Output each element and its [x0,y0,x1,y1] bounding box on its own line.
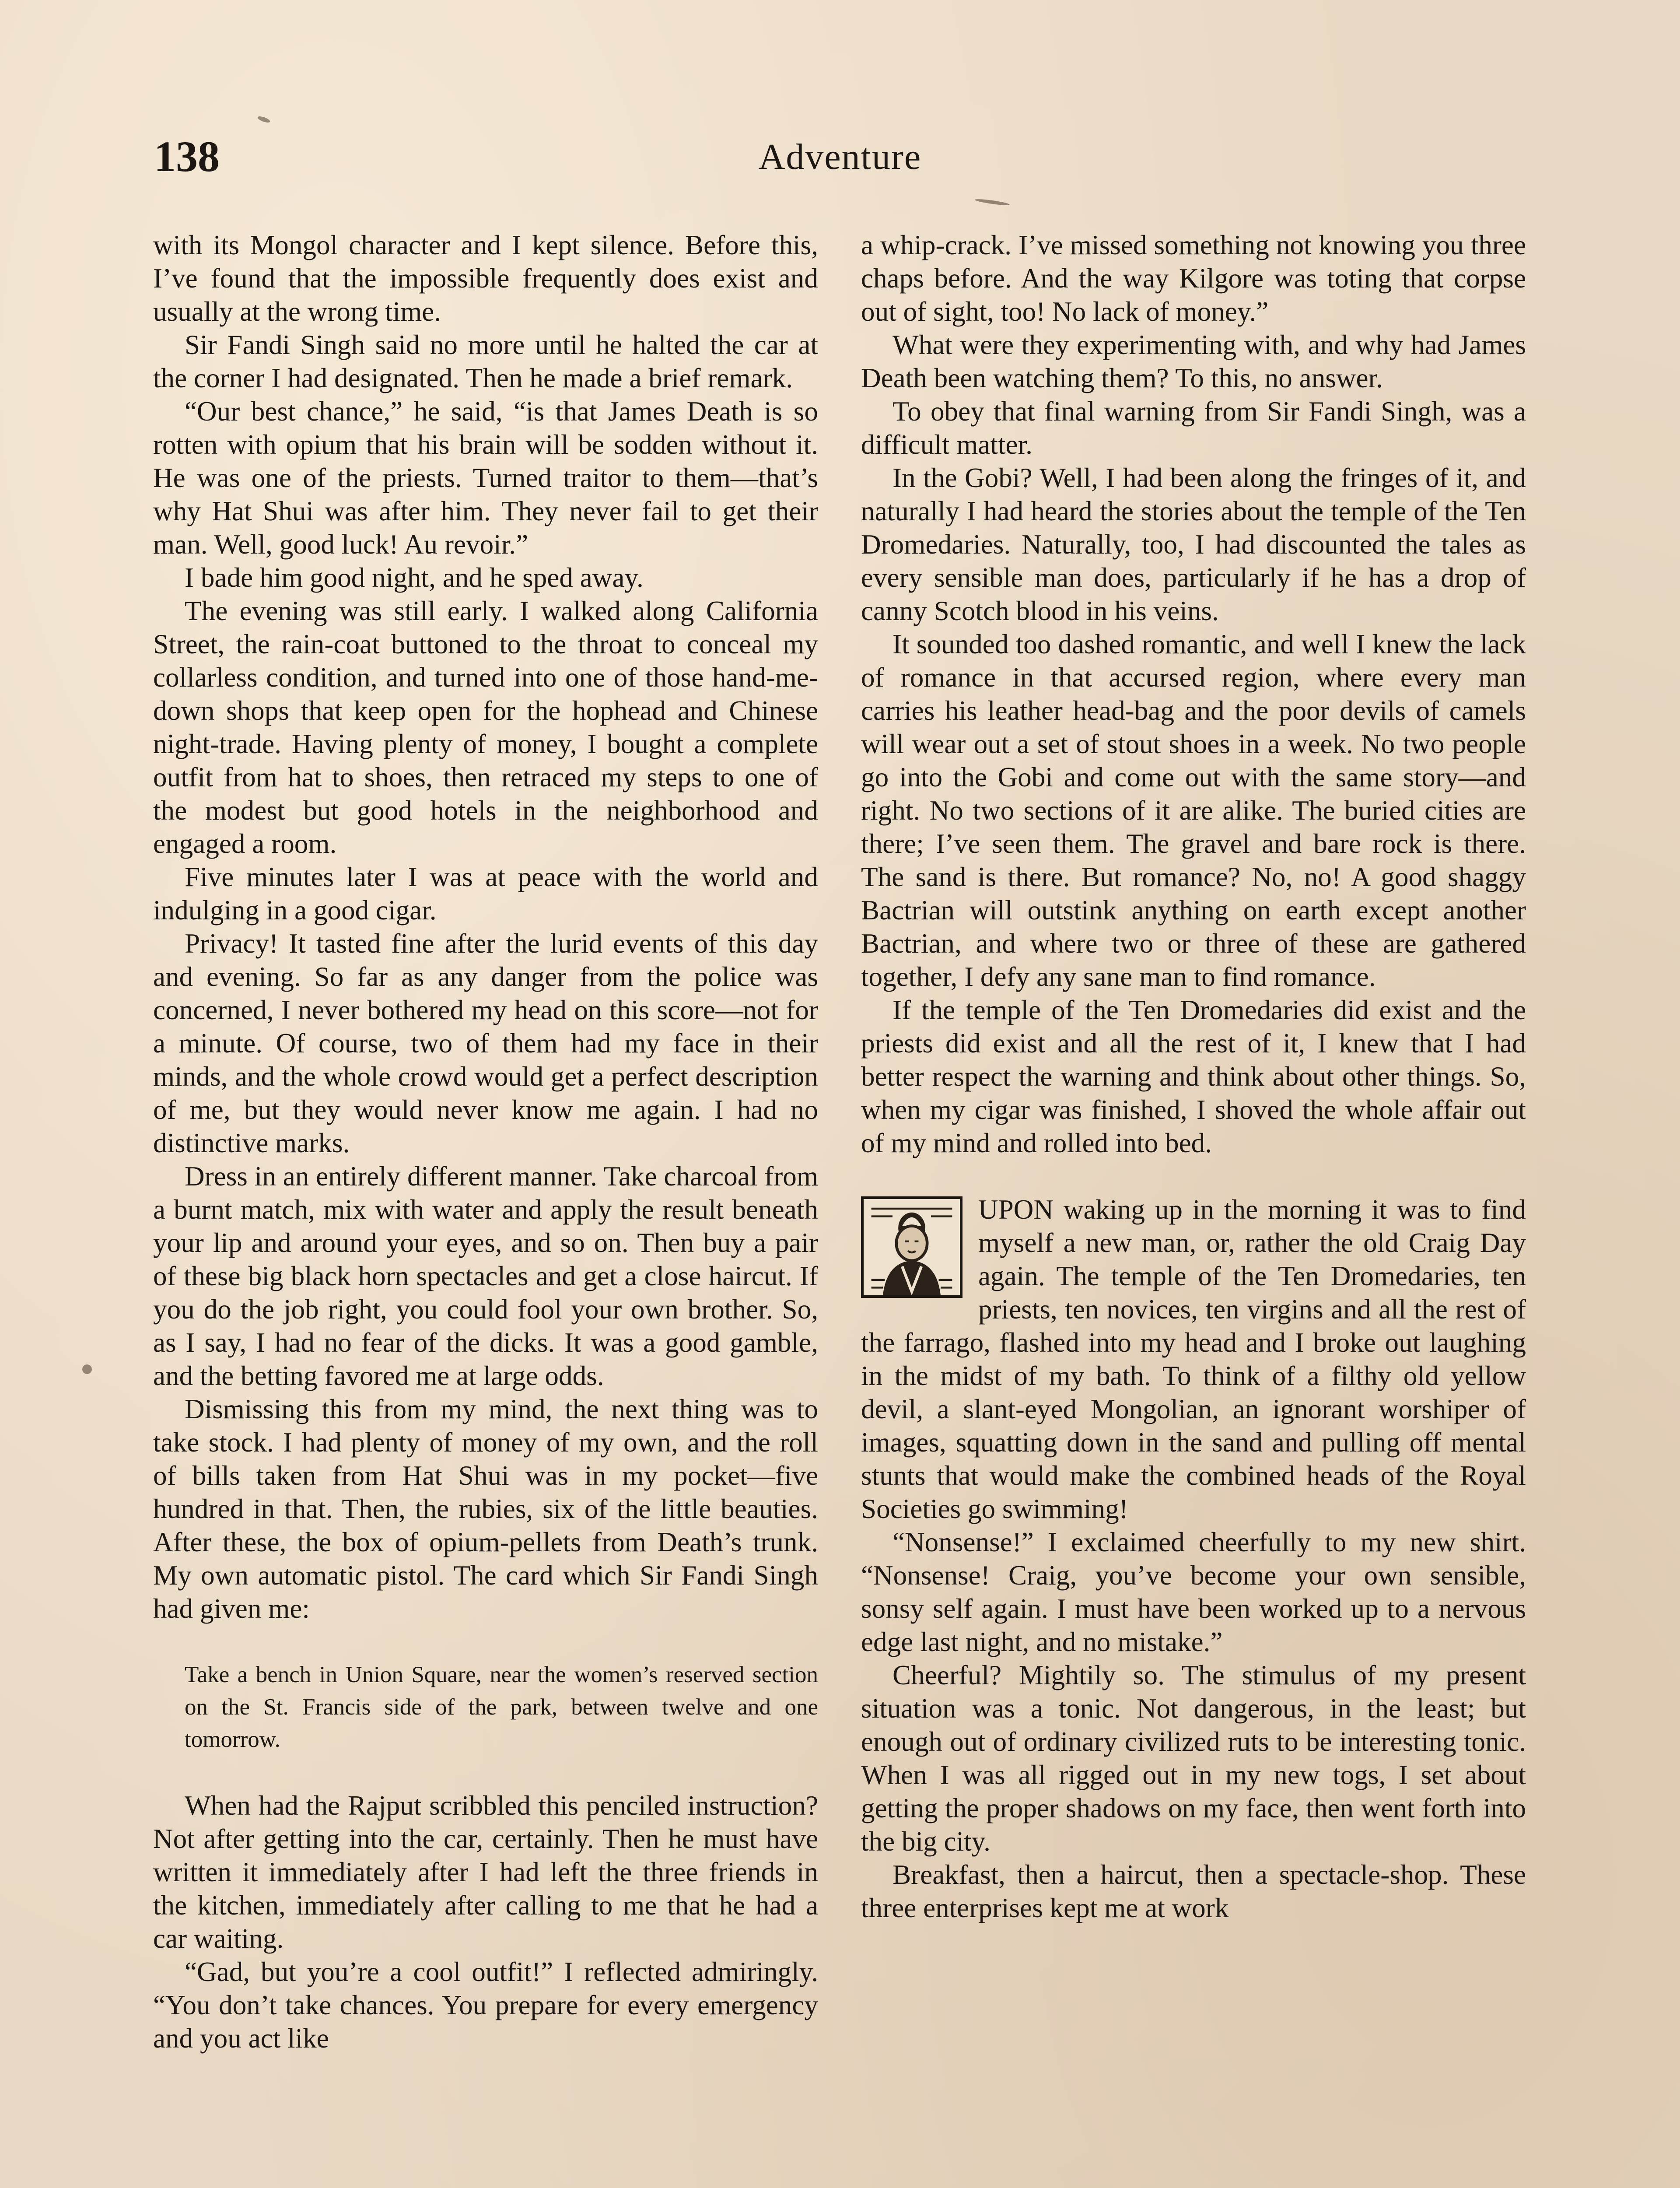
paragraph: If the temple of the Ten Dromedaries did exist and the priests did exist and all the rest of it, I knew that I had better respect the warning and think about other things. So, when my cigar was finished, I shoved the whole affair out of my mind and rolled into bed. [861,995,1526,1158]
paragraph: To obey that final warning from Sir Fandi Singh, was a difficult matter. [861,396,1526,460]
section-break [861,1160,1526,1193]
ink-smudge [975,198,1010,206]
card-quote [185,1659,818,1756]
paragraph: Sir Fandi Singh said no more until he halted the car at the corner I had designated. Then he made a brief remark. [153,330,818,393]
paragraph: Five minutes later I was at peace with the world and indulging in a good cigar. [153,862,818,926]
left-column [153,228,818,2055]
running-title: Adventure [758,137,922,177]
paragraph: Privacy! It tasted fine after the lurid events of this day and evening. So far as any danger from the police was concerned, I never bothered my head on this score—not for a minute. Of course, two of them had my face in their minds, and the whole crowd would get a perfect description of me, but they would never know me again. I had no distinctive marks. [153,928,818,1158]
paragraph: Dismissing this from my mind, the next thing was to take stock. I had plenty of money of my own, and the roll of bills taken from Hat Shui was in my pocket—five hundred in that. Then, the rubies, six of the little beauties. After these, the box of opium-pellets from Death’s trunk. My own automatic pistol. The card which Sir Fandi Singh had given me: [153,1394,818,1624]
priest-portrait-vignette-icon [861,1196,962,1298]
ink-smudge [82,1364,92,1374]
paragraph: Cheerful? Mightily so. The stimulus of my present situation was a tonic. Not dangerous, in the least; but enough out of ordinary civilized ruts to be interesting tonic. When I was all rigged out in my new togs, I set about getting the proper shadows on my face, then went forth into the big city. [861,1660,1526,1857]
paragraph: Dress in an entirely different manner. Take charcoal from a burnt match, mix with water and apply the result beneath your lip and around your eyes, and so on. Then buy a pair of these big black horn spectacles and get a close haircut. If you do the job right, you could fool your own brother. So, as I say, I had no fear of the dicks. It was a good gamble, and the betting favored me at large odds. [153,1161,818,1391]
paragraph: Breakfast, then a haircut, then a spectacle-shop. These three enterprises kept me at work [861,1859,1526,1923]
right-column [861,228,1526,1925]
paragraph: What were they experimenting with, and why had James Death been watching them? To this, no answer. [861,330,1526,393]
paragraph: “Nonsense!” I exclaimed cheerfully to my new shirt. “Nonsense! Craig, you’ve become your own sensible, sonsy self again. I must have been worked up to a nervous edge last night, and no mistake.” [861,1527,1526,1657]
ink-smudge [257,115,271,124]
paragraph: a whip-crack. I’ve missed something not knowing you three chaps before. And the way Kilgore was toting that corpse out of sight, too! No lack of money.” [861,230,1526,327]
paragraph: I bade him good night, and he sped away. [185,562,644,593]
paragraph: “Our best chance,” he said, “is that James Death is so rotten with opium that his brain will be sodden without it. He was one of the priests. Turned traitor to them—that’s why Hat Shui was after him. They never fail to get their man. Well, good luck! Au revoir.” [153,396,818,560]
paragraph: with its Mongol character and I kept silence. Before this, I’ve found that the impossible frequently does exist and usually at the wrong time. [153,230,818,327]
paragraph: The evening was still early. I walked along California Street, the rain-coat buttoned to the throat to conceal my collarless condition, and turned into one of those hand-me-down shops that keep open for the hophead and Chinese night-trade. Having plenty of money, I bought a complete outfit from hat to shoes, then retraced my steps to one of the modest but good hotels in the neighborhood and engaged a room. [153,596,818,859]
priest-portrait-drawing [864,1199,960,1295]
card-quote-text: Take a bench in Union Square, near the women’s reserved section on the St. Francis side of the park, between twelve and one tomorrow. [185,1662,818,1752]
paragraph: In the Gobi? Well, I had been along the fringes of it, and naturally I had heard the stories about the temple of the Ten Dromedaries. Naturally, too, I had discounted the tales as every sensible man does, particularly if he has a drop of canny Scotch blood in his veins. [861,463,1526,626]
page-number: 138 [154,132,220,181]
paragraph: It sounded too dashed romantic, and well I knew the lack of romance in that accursed region, where every man carries his leather head-bag and the poor devils of camels will wear out a set of stout shoes in a week. No two people go into the Gobi and come out with the same story—and right. No two sections of it are alike. The buried cities are there; I’ve seen them. The gravel and bare rock is there. The sand is there. But romance? No, no! A good shaggy Bactrian will outstink anything on earth except another Bactrian, and where two or three of these are gathered together, I defy any sane man to find romance. [861,629,1526,992]
paragraph: “Gad, but you’re a cool outfit!” I reflected admiringly. “You don’t take chances. You prepare for every emergency and you act like [153,1957,818,2054]
section-opening-paragraph: UPON waking up in the morning it was to find myself a new man, or, rather the old Craig Day again. The temple of the Ten Dromedaries, ten priests, ten novices, ten virgins and all the rest of the farrago, flashed into my head and I broke out laughing in the midst of my bath. To think of a filthy old yellow devil, a slant-eyed Mongolian, an ignorant worshiper of images, squatting down in the sand and pulling off mental stunts that would make the combined heads of the Royal Societies go swimming! [861,1194,1526,1524]
paragraph: When had the Rajput scribbled this penciled instruction? Not after getting into the car, certainly. Then he must have written it immediately after I had left the three friends in the kitchen, immediately after calling to me that he had a car waiting. [153,1790,818,1954]
